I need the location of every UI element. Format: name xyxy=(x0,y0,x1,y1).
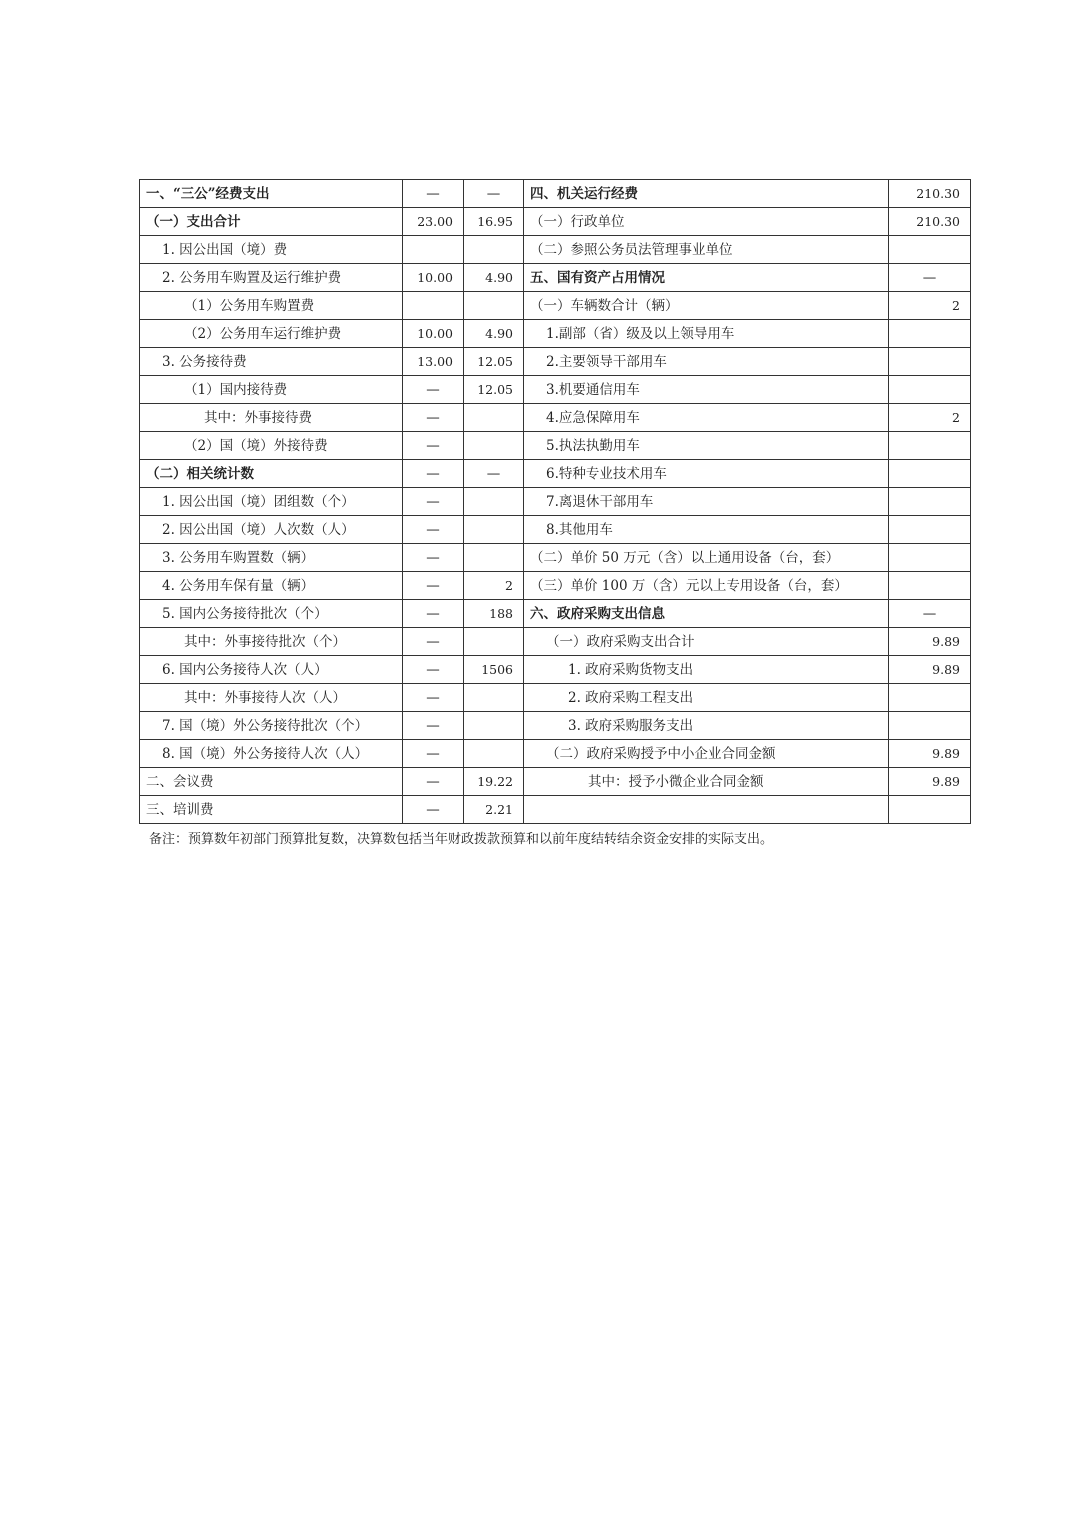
table-cell: 1. 因公出国（境）团组数（个） xyxy=(140,488,403,516)
table-cell: （二）参照公务员法管理事业单位 xyxy=(524,236,889,264)
table-cell: （一）行政单位 xyxy=(524,208,889,236)
table-cell: — xyxy=(403,656,464,684)
table-cell: 7. 国（境）外公务接待批次（个） xyxy=(140,712,403,740)
table-cell xyxy=(464,544,524,572)
table-cell xyxy=(889,320,971,348)
table-row xyxy=(140,348,971,376)
table-cell: 1506 xyxy=(464,656,524,684)
table-row xyxy=(140,432,971,460)
table-cell: 3. 公务用车购置数（辆） xyxy=(140,544,403,572)
table-cell: 二、会议费 xyxy=(140,768,403,796)
table-row xyxy=(140,740,971,768)
table-cell: 5. 国内公务接待批次（个） xyxy=(140,600,403,628)
table-cell: （二）政府采购授予中小企业合同金额 xyxy=(524,740,889,768)
table-cell: 5.执法执勤用车 xyxy=(524,432,889,460)
table-cell xyxy=(889,796,971,824)
table-row xyxy=(140,628,971,656)
table-row xyxy=(140,572,971,600)
table-cell: 210.30 xyxy=(889,208,971,236)
table-cell: 三、培训费 xyxy=(140,796,403,824)
table-cell: 8. 国（境）外公务接待人次（人） xyxy=(140,740,403,768)
table-cell: 13.00 xyxy=(403,348,464,376)
table-row xyxy=(140,264,971,292)
table-cell xyxy=(889,236,971,264)
table-cell: — xyxy=(403,600,464,628)
table-cell: 1. 政府采购货物支出 xyxy=(524,656,889,684)
table-cell xyxy=(889,348,971,376)
table-cell: 3. 政府采购服务支出 xyxy=(524,712,889,740)
table-cell xyxy=(889,516,971,544)
table-row xyxy=(140,656,971,684)
table-cell: （一）支出合计 xyxy=(140,208,403,236)
table-cell: 12.05 xyxy=(464,348,524,376)
table-cell: 19.22 xyxy=(464,768,524,796)
table-row xyxy=(140,712,971,740)
table-cell: 六、政府采购支出信息 xyxy=(524,600,889,628)
table-cell xyxy=(524,796,889,824)
table-cell: 2. 公务用车购置及运行维护费 xyxy=(140,264,403,292)
table-cell: 9.89 xyxy=(889,768,971,796)
table-cell: 188 xyxy=(464,600,524,628)
table-cell: — xyxy=(403,488,464,516)
table-cell xyxy=(464,432,524,460)
table-cell: 1. 因公出国（境）费 xyxy=(140,236,403,264)
table-cell: （三）单价 100 万（含）元以上专用设备（台，套） xyxy=(524,572,889,600)
table-cell: 12.05 xyxy=(464,376,524,404)
table-body xyxy=(140,180,971,824)
table-cell: — xyxy=(403,460,464,488)
table-row xyxy=(140,320,971,348)
table-cell: 9.89 xyxy=(889,628,971,656)
expenditure-table xyxy=(139,179,971,824)
table-cell: 8.其他用车 xyxy=(524,516,889,544)
table-cell: 4.90 xyxy=(464,264,524,292)
table-cell: — xyxy=(403,376,464,404)
table-row xyxy=(140,768,971,796)
table-cell: 2. 政府采购工程支出 xyxy=(524,684,889,712)
table-row xyxy=(140,376,971,404)
table-cell xyxy=(464,628,524,656)
table-cell: 一、“三公”经费支出 xyxy=(140,180,403,208)
table-cell: 23.00 xyxy=(403,208,464,236)
table-cell: 16.95 xyxy=(464,208,524,236)
table-cell: （1）公务用车购置费 xyxy=(140,292,403,320)
table-cell xyxy=(889,460,971,488)
table-cell xyxy=(403,236,464,264)
table-row xyxy=(140,180,971,208)
table-cell: 2.主要领导干部用车 xyxy=(524,348,889,376)
table-row xyxy=(140,516,971,544)
table-cell: 9.89 xyxy=(889,740,971,768)
table-cell: 2 xyxy=(889,292,971,320)
table-row xyxy=(140,600,971,628)
table-cell xyxy=(464,684,524,712)
table-cell xyxy=(889,712,971,740)
table-cell xyxy=(889,544,971,572)
table-cell xyxy=(889,488,971,516)
table-cell: 其中：外事接待费 xyxy=(140,404,403,432)
table-cell: 3. 公务接待费 xyxy=(140,348,403,376)
table-cell: （1）国内接待费 xyxy=(140,376,403,404)
table-cell: — xyxy=(889,264,971,292)
table-cell: — xyxy=(403,516,464,544)
table-row xyxy=(140,544,971,572)
table-cell: — xyxy=(403,768,464,796)
table-cell xyxy=(889,572,971,600)
table-cell xyxy=(464,712,524,740)
table-row xyxy=(140,460,971,488)
table-cell xyxy=(464,516,524,544)
table-cell: 9.89 xyxy=(889,656,971,684)
table-row xyxy=(140,488,971,516)
table-cell xyxy=(403,292,464,320)
table-cell: — xyxy=(403,796,464,824)
table-cell: — xyxy=(403,180,464,208)
table-cell xyxy=(464,740,524,768)
table-cell: 1.副部（省）级及以上领导用车 xyxy=(524,320,889,348)
table-cell: 6. 国内公务接待人次（人） xyxy=(140,656,403,684)
table-cell: 其中：外事接待批次（个） xyxy=(140,628,403,656)
table-cell: — xyxy=(403,740,464,768)
table-cell xyxy=(889,684,971,712)
table-cell xyxy=(464,404,524,432)
table-cell: 四、机关运行经费 xyxy=(524,180,889,208)
table-cell: （2）国（境）外接待费 xyxy=(140,432,403,460)
table-cell: （二）单价 50 万元（含）以上通用设备（台，套） xyxy=(524,544,889,572)
table-cell xyxy=(464,292,524,320)
table-cell: — xyxy=(464,460,524,488)
table-cell: 其中：外事接待人次（人） xyxy=(140,684,403,712)
table-cell: — xyxy=(403,684,464,712)
table-cell: 2.21 xyxy=(464,796,524,824)
table-cell: 6.特种专业技术用车 xyxy=(524,460,889,488)
table-cell: 10.00 xyxy=(403,264,464,292)
table-cell: 7.离退休干部用车 xyxy=(524,488,889,516)
table-cell: 4.应急保障用车 xyxy=(524,404,889,432)
table-cell: 其中：授予小微企业合同金额 xyxy=(524,768,889,796)
table-cell: — xyxy=(889,600,971,628)
table-cell: 10.00 xyxy=(403,320,464,348)
table-cell: （二）相关统计数 xyxy=(140,460,403,488)
table-cell: 2. 因公出国（境）人次数（人） xyxy=(140,516,403,544)
table-cell: 五、国有资产占用情况 xyxy=(524,264,889,292)
table-cell: — xyxy=(403,628,464,656)
table-cell xyxy=(889,376,971,404)
table-row xyxy=(140,404,971,432)
table-cell: 4. 公务用车保有量（辆） xyxy=(140,572,403,600)
table-row xyxy=(140,796,971,824)
table-cell: 210.30 xyxy=(889,180,971,208)
table-cell xyxy=(889,432,971,460)
table-row xyxy=(140,236,971,264)
table-cell: （2）公务用车运行维护费 xyxy=(140,320,403,348)
table-cell: — xyxy=(403,544,464,572)
table-cell: 3.机要通信用车 xyxy=(524,376,889,404)
table-cell: — xyxy=(403,404,464,432)
table-cell: 4.90 xyxy=(464,320,524,348)
table-cell: （一）政府采购支出合计 xyxy=(524,628,889,656)
table-cell: 2 xyxy=(889,404,971,432)
footnote: 备注：预算数年初部门预算批复数，决算数包括当年财政拨款预算和以前年度结转结余资金安排的实际支出。 xyxy=(149,832,774,847)
table-row xyxy=(140,208,971,236)
table-cell: 2 xyxy=(464,572,524,600)
table-cell: — xyxy=(464,180,524,208)
table-cell: — xyxy=(403,572,464,600)
table-cell xyxy=(464,488,524,516)
table-row xyxy=(140,684,971,712)
table-row xyxy=(140,292,971,320)
table-cell: （一）车辆数合计（辆） xyxy=(524,292,889,320)
table-cell xyxy=(464,236,524,264)
table-cell: — xyxy=(403,712,464,740)
table-cell: — xyxy=(403,432,464,460)
